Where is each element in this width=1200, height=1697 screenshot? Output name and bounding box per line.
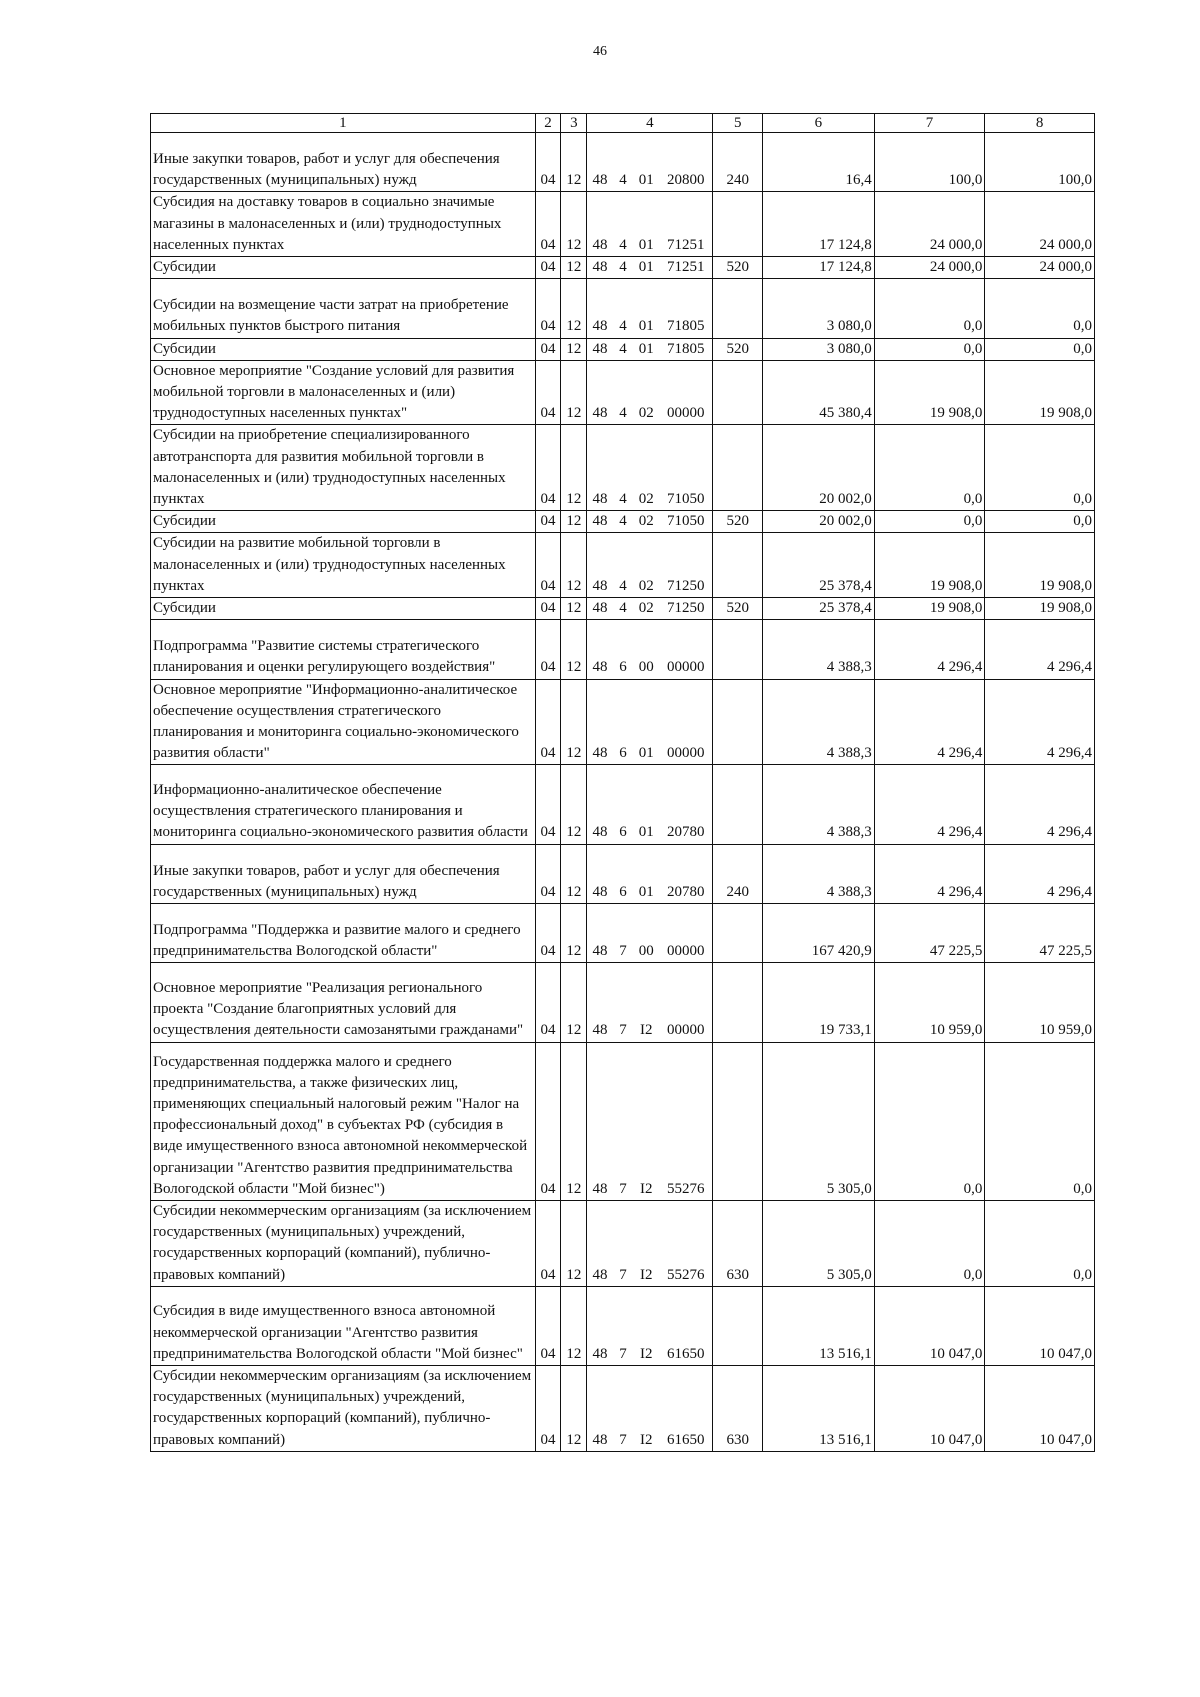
row-direction-code: 20800 — [659, 133, 713, 192]
header-col-1: 1 — [151, 114, 536, 133]
row-program-code: 48 — [587, 963, 613, 1042]
row-amount-col-6: 13 516,1 — [763, 1365, 875, 1451]
row-section: 04 — [535, 620, 561, 679]
row-direction-code: 20780 — [659, 765, 713, 844]
row-amount-col-6: 4 388,3 — [763, 620, 875, 679]
row-name: Основное мероприятие "Создание условий для развития мобильной торговли в малонаселенных и (или) труднодоступных населенных пунктах" — [151, 360, 536, 425]
row-amount-col-6: 167 420,9 — [763, 904, 875, 963]
row-program-code: 48 — [587, 257, 613, 279]
row-expense-type — [713, 425, 763, 511]
row-section: 04 — [535, 338, 561, 360]
row-amount-col-8: 4 296,4 — [985, 620, 1095, 679]
row-section: 04 — [535, 133, 561, 192]
row-name: Субсидии на возмещение части затрат на приобретение мобильных пунктов быстрого питания — [151, 279, 536, 338]
row-expense-type: 240 — [713, 844, 763, 903]
row-amount-col-7: 10 047,0 — [874, 1286, 985, 1365]
row-amount-col-6: 5 305,0 — [763, 1042, 875, 1200]
row-name: Основное мероприятие "Информационно-аналитическое обеспечение осуществления стратегического планирования и мониторинга социально-экономического развития области" — [151, 679, 536, 765]
row-direction-code: 71050 — [659, 425, 713, 511]
row-section: 04 — [535, 1200, 561, 1286]
row-activity-code: 02 — [633, 425, 659, 511]
row-expense-type: 630 — [713, 1365, 763, 1451]
row-subsection: 12 — [561, 533, 587, 598]
row-activity-code: I2 — [633, 1365, 659, 1451]
row-activity-code: 01 — [633, 133, 659, 192]
row-program-code: 48 — [587, 765, 613, 844]
row-amount-col-6: 25 378,4 — [763, 533, 875, 598]
row-direction-code: 71050 — [659, 511, 713, 533]
row-section: 04 — [535, 1286, 561, 1365]
row-section: 04 — [535, 360, 561, 425]
table-row — [151, 904, 1095, 963]
row-direction-code: 55276 — [659, 1042, 713, 1200]
row-amount-col-7: 0,0 — [874, 338, 985, 360]
row-program-code: 48 — [587, 192, 613, 257]
row-expense-type: 630 — [713, 1200, 763, 1286]
row-subprogram-code: 4 — [613, 511, 634, 533]
row-amount-col-8: 0,0 — [985, 511, 1095, 533]
row-activity-code: 01 — [633, 765, 659, 844]
row-name: Подпрограмма "Развитие системы стратегического планирования и оценки регулирующего воздействия" — [151, 620, 536, 679]
table-row — [151, 1365, 1095, 1451]
row-subsection: 12 — [561, 360, 587, 425]
row-amount-col-7: 4 296,4 — [874, 844, 985, 903]
table-row — [151, 360, 1095, 425]
row-subprogram-code: 6 — [613, 679, 634, 765]
row-amount-col-6: 3 080,0 — [763, 338, 875, 360]
row-amount-col-8: 100,0 — [985, 133, 1095, 192]
row-amount-col-7: 24 000,0 — [874, 257, 985, 279]
row-amount-col-8: 19 908,0 — [985, 598, 1095, 620]
row-expense-type: 520 — [713, 598, 763, 620]
row-amount-col-6: 4 388,3 — [763, 679, 875, 765]
row-activity-code: I2 — [633, 963, 659, 1042]
row-program-code: 48 — [587, 904, 613, 963]
row-program-code: 48 — [587, 1200, 613, 1286]
table-row — [151, 533, 1095, 598]
row-amount-col-7: 4 296,4 — [874, 679, 985, 765]
row-program-code: 48 — [587, 338, 613, 360]
table-row — [151, 844, 1095, 903]
table-row — [151, 192, 1095, 257]
page-number: 46 — [593, 44, 607, 59]
row-program-code: 48 — [587, 533, 613, 598]
row-amount-col-7: 19 908,0 — [874, 533, 985, 598]
row-direction-code: 00000 — [659, 620, 713, 679]
row-section: 04 — [535, 765, 561, 844]
row-section: 04 — [535, 963, 561, 1042]
row-amount-col-7: 100,0 — [874, 133, 985, 192]
table-row — [151, 598, 1095, 620]
row-activity-code: 02 — [633, 360, 659, 425]
row-subprogram-code: 7 — [613, 1365, 634, 1451]
row-amount-col-7: 4 296,4 — [874, 620, 985, 679]
row-amount-col-7: 19 908,0 — [874, 598, 985, 620]
row-subsection: 12 — [561, 279, 587, 338]
row-subsection: 12 — [561, 257, 587, 279]
row-amount-col-7: 0,0 — [874, 1042, 985, 1200]
row-amount-col-8: 0,0 — [985, 1042, 1095, 1200]
row-program-code: 48 — [587, 679, 613, 765]
row-amount-col-7: 47 225,5 — [874, 904, 985, 963]
row-direction-code: 55276 — [659, 1200, 713, 1286]
row-subprogram-code: 4 — [613, 257, 634, 279]
row-amount-col-7: 0,0 — [874, 279, 985, 338]
row-name: Субсидия на доставку товаров в социально значимые магазины в малонаселенных и (или) труднодоступных населенных пунктах — [151, 192, 536, 257]
row-expense-type — [713, 904, 763, 963]
row-subprogram-code: 4 — [613, 133, 634, 192]
row-name: Субсидии некоммерческим организациям (за исключением государственных (муниципальных) учреждений, государственных корпораций (компаний), публично-правовых компаний) — [151, 1365, 536, 1451]
row-program-code: 48 — [587, 598, 613, 620]
row-amount-col-8: 47 225,5 — [985, 904, 1095, 963]
row-program-code: 48 — [587, 620, 613, 679]
row-name: Иные закупки товаров, работ и услуг для обеспечения государственных (муниципальных) нужд — [151, 844, 536, 903]
row-direction-code: 71250 — [659, 598, 713, 620]
row-activity-code: 01 — [633, 257, 659, 279]
row-amount-col-7: 19 908,0 — [874, 360, 985, 425]
row-name: Субсидии некоммерческим организациям (за исключением государственных (муниципальных) учреждений, государственных корпораций (компаний), публично-правовых компаний) — [151, 1200, 536, 1286]
row-name: Субсидия в виде имущественного взноса автономной некоммерческой организации "Агентство развития предпринимательства Вологодской области "Мой бизнес" — [151, 1286, 536, 1365]
row-subsection: 12 — [561, 765, 587, 844]
row-amount-col-8: 4 296,4 — [985, 679, 1095, 765]
header-col-3: 3 — [561, 114, 587, 133]
header-col-4: 4 — [587, 114, 713, 133]
row-subsection: 12 — [561, 192, 587, 257]
row-direction-code: 71251 — [659, 257, 713, 279]
row-program-code: 48 — [587, 1042, 613, 1200]
row-amount-col-8: 0,0 — [985, 279, 1095, 338]
row-expense-type — [713, 1286, 763, 1365]
row-activity-code: 02 — [633, 598, 659, 620]
row-expense-type — [713, 620, 763, 679]
row-section: 04 — [535, 279, 561, 338]
row-expense-type — [713, 192, 763, 257]
row-subsection: 12 — [561, 963, 587, 1042]
row-subprogram-code: 6 — [613, 620, 634, 679]
table-row — [151, 338, 1095, 360]
row-amount-col-8: 24 000,0 — [985, 257, 1095, 279]
row-subsection: 12 — [561, 844, 587, 903]
row-amount-col-6: 45 380,4 — [763, 360, 875, 425]
row-name: Субсидии — [151, 338, 536, 360]
row-subsection: 12 — [561, 904, 587, 963]
row-subprogram-code: 7 — [613, 1200, 634, 1286]
row-amount-col-8: 10 959,0 — [985, 963, 1095, 1042]
header-col-8: 8 — [985, 114, 1095, 133]
row-section: 04 — [535, 257, 561, 279]
table-row — [151, 133, 1095, 192]
row-subsection: 12 — [561, 1042, 587, 1200]
row-direction-code: 00000 — [659, 904, 713, 963]
row-subprogram-code: 7 — [613, 1286, 634, 1365]
row-section: 04 — [535, 425, 561, 511]
row-program-code: 48 — [587, 279, 613, 338]
row-subprogram-code: 7 — [613, 963, 634, 1042]
row-amount-col-7: 10 959,0 — [874, 963, 985, 1042]
row-expense-type: 520 — [713, 338, 763, 360]
row-section: 04 — [535, 844, 561, 903]
row-amount-col-6: 20 002,0 — [763, 425, 875, 511]
row-activity-code: 02 — [633, 533, 659, 598]
row-subsection: 12 — [561, 511, 587, 533]
row-program-code: 48 — [587, 1286, 613, 1365]
row-program-code: 48 — [587, 511, 613, 533]
row-name: Субсидии на приобретение специализированного автотранспорта для развития мобильной торговли в малонаселенных и (или) труднодоступных населенных пунктах — [151, 425, 536, 511]
row-amount-col-8: 4 296,4 — [985, 765, 1095, 844]
row-activity-code: I2 — [633, 1042, 659, 1200]
row-activity-code: 01 — [633, 844, 659, 903]
row-subprogram-code: 4 — [613, 533, 634, 598]
table-row — [151, 1042, 1095, 1200]
row-subsection: 12 — [561, 1200, 587, 1286]
header-col-2: 2 — [535, 114, 561, 133]
row-amount-col-6: 13 516,1 — [763, 1286, 875, 1365]
row-expense-type: 520 — [713, 257, 763, 279]
row-activity-code: 00 — [633, 620, 659, 679]
row-name: Иные закупки товаров, работ и услуг для обеспечения государственных (муниципальных) нужд — [151, 133, 536, 192]
header-row — [151, 114, 1095, 133]
row-section: 04 — [535, 679, 561, 765]
row-subsection: 12 — [561, 1286, 587, 1365]
row-section: 04 — [535, 1365, 561, 1451]
row-name: Государственная поддержка малого и среднего предпринимательства, а также физических лиц, применяющих специальный налоговый режим "Налог на профессиональный доход" в субъектах РФ (субсидия в виде имущественного взноса автономной некоммерческой организации "Агентство развития предпринимательства Вологодской области "Мой бизнес") — [151, 1042, 536, 1200]
row-name: Субсидии на развитие мобильной торговли в малонаселенных и (или) труднодоступных населенных пунктах — [151, 533, 536, 598]
row-direction-code: 00000 — [659, 360, 713, 425]
row-section: 04 — [535, 511, 561, 533]
header-col-5: 5 — [713, 114, 763, 133]
row-subsection: 12 — [561, 620, 587, 679]
row-program-code: 48 — [587, 360, 613, 425]
row-amount-col-6: 25 378,4 — [763, 598, 875, 620]
row-expense-type — [713, 360, 763, 425]
row-direction-code: 71250 — [659, 533, 713, 598]
row-section: 04 — [535, 192, 561, 257]
row-amount-col-6: 20 002,0 — [763, 511, 875, 533]
row-amount-col-8: 10 047,0 — [985, 1286, 1095, 1365]
row-program-code: 48 — [587, 844, 613, 903]
row-direction-code: 20780 — [659, 844, 713, 903]
row-amount-col-6: 16,4 — [763, 133, 875, 192]
row-section: 04 — [535, 533, 561, 598]
row-amount-col-7: 0,0 — [874, 425, 985, 511]
row-amount-col-6: 19 733,1 — [763, 963, 875, 1042]
row-amount-col-8: 10 047,0 — [985, 1365, 1095, 1451]
row-expense-type: 520 — [713, 511, 763, 533]
row-activity-code: 02 — [633, 511, 659, 533]
table-row — [151, 511, 1095, 533]
row-amount-col-6: 17 124,8 — [763, 192, 875, 257]
row-subprogram-code: 4 — [613, 338, 634, 360]
row-subprogram-code: 4 — [613, 360, 634, 425]
row-activity-code: 01 — [633, 279, 659, 338]
table-row — [151, 257, 1095, 279]
header-col-7: 7 — [874, 114, 985, 133]
table-row — [151, 963, 1095, 1042]
row-amount-col-8: 24 000,0 — [985, 192, 1095, 257]
row-program-code: 48 — [587, 425, 613, 511]
table-row — [151, 765, 1095, 844]
row-activity-code: I2 — [633, 1286, 659, 1365]
row-activity-code: 01 — [633, 679, 659, 765]
row-name: Субсидии — [151, 257, 536, 279]
row-expense-type — [713, 533, 763, 598]
row-activity-code: 00 — [633, 904, 659, 963]
row-amount-col-8: 19 908,0 — [985, 360, 1095, 425]
row-amount-col-6: 4 388,3 — [763, 844, 875, 903]
row-activity-code: 01 — [633, 338, 659, 360]
row-name: Подпрограмма "Поддержка и развитие малого и среднего предпринимательства Вологодской области" — [151, 904, 536, 963]
row-amount-col-7: 0,0 — [874, 1200, 985, 1286]
row-section: 04 — [535, 598, 561, 620]
row-subsection: 12 — [561, 338, 587, 360]
row-expense-type — [713, 679, 763, 765]
row-name: Основное мероприятие "Реализация регионального проекта "Создание благоприятных условий для осуществления деятельности самозанятыми гражданами" — [151, 963, 536, 1042]
row-expense-type — [713, 765, 763, 844]
row-amount-col-8: 0,0 — [985, 425, 1095, 511]
row-amount-col-8: 19 908,0 — [985, 533, 1095, 598]
table-row — [151, 425, 1095, 511]
row-expense-type: 240 — [713, 133, 763, 192]
row-subsection: 12 — [561, 133, 587, 192]
row-amount-col-6: 17 124,8 — [763, 257, 875, 279]
table-row — [151, 620, 1095, 679]
row-program-code: 48 — [587, 133, 613, 192]
row-subprogram-code: 6 — [613, 844, 634, 903]
row-direction-code: 00000 — [659, 679, 713, 765]
row-expense-type — [713, 1042, 763, 1200]
row-amount-col-7: 4 296,4 — [874, 765, 985, 844]
row-amount-col-6: 4 388,3 — [763, 765, 875, 844]
row-amount-col-8: 0,0 — [985, 338, 1095, 360]
row-subprogram-code: 6 — [613, 765, 634, 844]
table-row — [151, 279, 1095, 338]
row-direction-code: 00000 — [659, 963, 713, 1042]
row-direction-code: 71251 — [659, 192, 713, 257]
row-subprogram-code: 7 — [613, 1042, 634, 1200]
row-subsection: 12 — [561, 679, 587, 765]
row-subprogram-code: 7 — [613, 904, 634, 963]
row-amount-col-7: 0,0 — [874, 511, 985, 533]
row-subsection: 12 — [561, 598, 587, 620]
row-expense-type — [713, 279, 763, 338]
row-amount-col-7: 24 000,0 — [874, 192, 985, 257]
row-program-code: 48 — [587, 1365, 613, 1451]
row-name: Субсидии — [151, 598, 536, 620]
row-activity-code: 01 — [633, 192, 659, 257]
header-col-6: 6 — [763, 114, 875, 133]
row-amount-col-7: 10 047,0 — [874, 1365, 985, 1451]
row-expense-type — [713, 963, 763, 1042]
table-row — [151, 1200, 1095, 1286]
row-subprogram-code: 4 — [613, 598, 634, 620]
row-amount-col-8: 0,0 — [985, 1200, 1095, 1286]
table-body — [151, 133, 1095, 1452]
row-name: Субсидии — [151, 511, 536, 533]
row-subprogram-code: 4 — [613, 425, 634, 511]
row-subprogram-code: 4 — [613, 279, 634, 338]
row-amount-col-8: 4 296,4 — [985, 844, 1095, 903]
row-direction-code: 61650 — [659, 1286, 713, 1365]
row-subsection: 12 — [561, 1365, 587, 1451]
row-direction-code: 71805 — [659, 338, 713, 360]
row-section: 04 — [535, 1042, 561, 1200]
row-activity-code: I2 — [633, 1200, 659, 1286]
table-row — [151, 1286, 1095, 1365]
row-direction-code: 61650 — [659, 1365, 713, 1451]
row-subprogram-code: 4 — [613, 192, 634, 257]
row-name: Информационно-аналитическое обеспечение осуществления стратегического планирования и мониторинга социально-экономического развития области — [151, 765, 536, 844]
row-direction-code: 71805 — [659, 279, 713, 338]
row-amount-col-6: 5 305,0 — [763, 1200, 875, 1286]
table-row — [151, 679, 1095, 765]
row-amount-col-6: 3 080,0 — [763, 279, 875, 338]
row-subsection: 12 — [561, 425, 587, 511]
budget-table — [150, 113, 1095, 1452]
row-section: 04 — [535, 904, 561, 963]
